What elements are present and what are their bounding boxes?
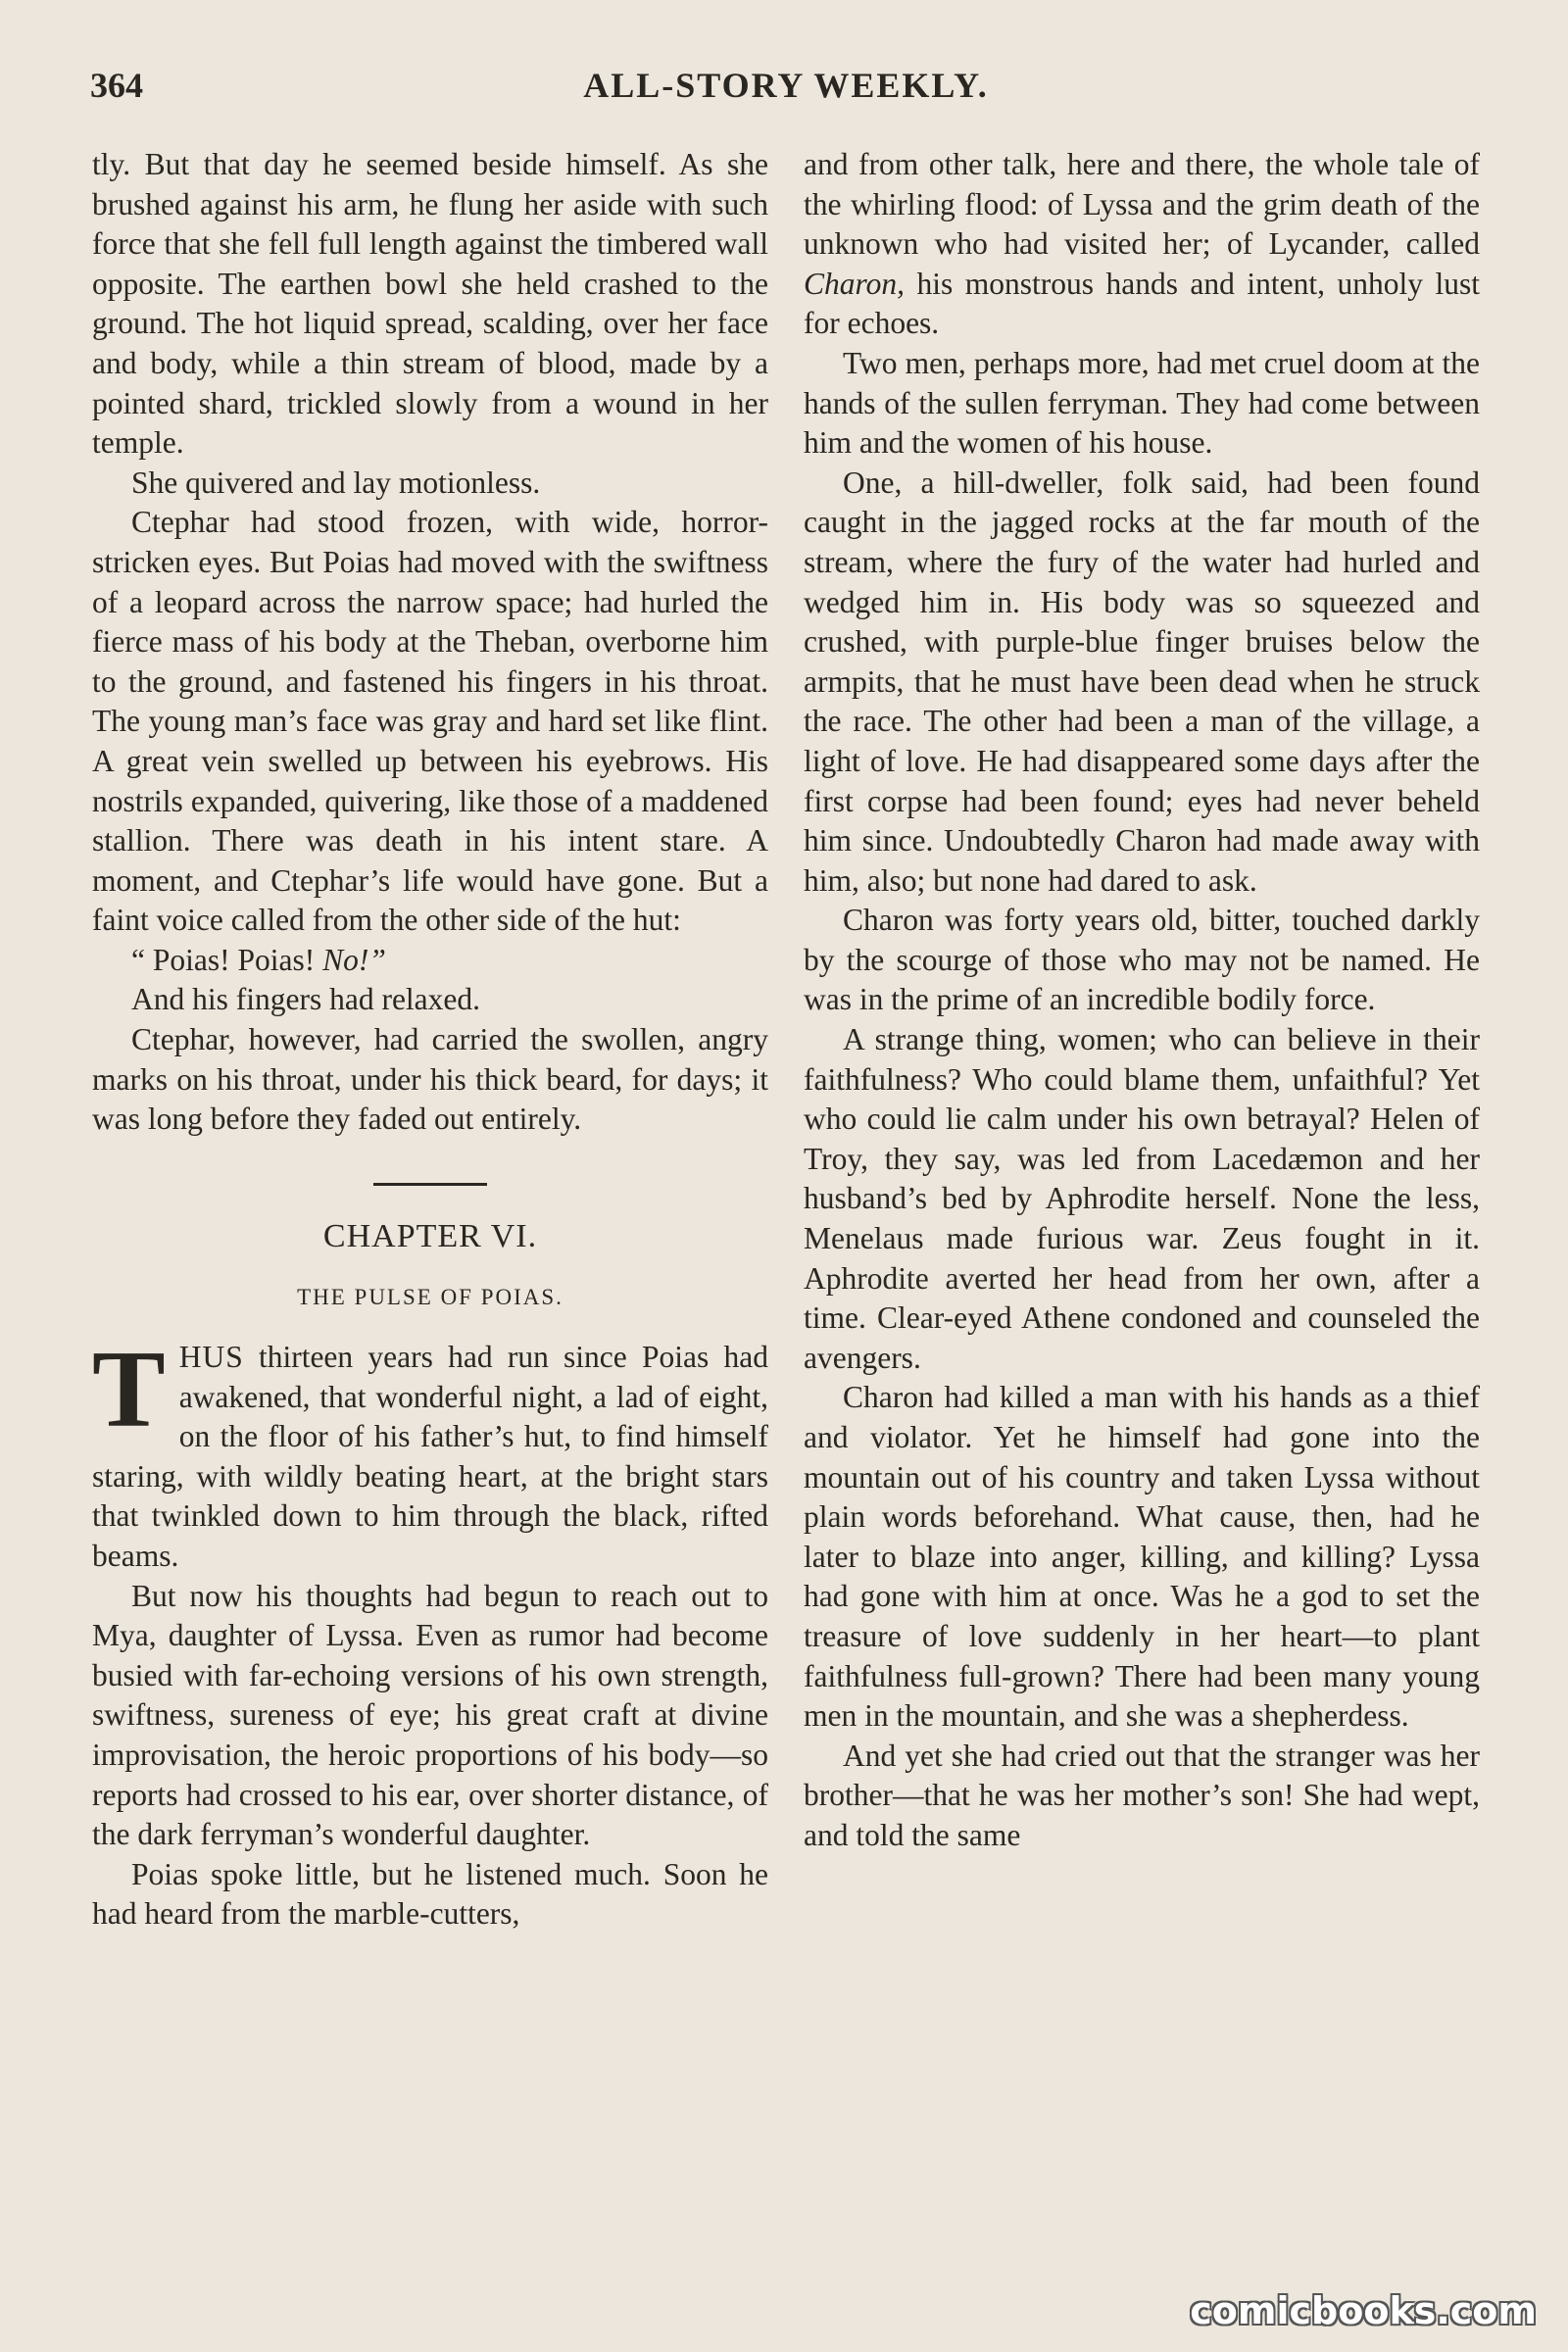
paragraph: And his fingers had relaxed. xyxy=(131,982,481,1017)
paragraph: tly. But that day he seemed beside himself. As she brushed against his arm, he flung her aside with such force that she fell full length against the timbered wall opposite. The earthen bowl she held crashed to the ground. The hot liquid spread, scalding, over her face and body, while a thin stream of blood, made by a pointed shard, trickled slowly from a wound in her temple. xyxy=(92,147,768,461)
section-divider xyxy=(373,1183,487,1186)
paragraph: But now his thoughts had begun to reach out to Mya, daughter of Lyssa. Even as rumor had become busied with far-echoing versions of his own strength, swiftness, sureness of eye; his great craft at divine improvisation, the heroic proportions of his body—so reports had crossed to his ear, over shorter distance, of the dark ferryman’s wonderful daughter. xyxy=(92,1578,768,1852)
right-column xyxy=(804,145,1480,1856)
italic-text: No!” xyxy=(322,942,386,977)
paragraph: Poias spoke little, but he listened much. Soon he had heard from the marble-cutters, xyxy=(92,1856,768,1932)
paragraph-text: and from other talk, here and there, the whole tale of the whirling flood: of Lyssa and the grim death of the unknown who had visited her; of Lycander, called xyxy=(804,147,1480,262)
paragraph: She quivered and lay motionless. xyxy=(131,465,541,500)
paragraph xyxy=(804,145,1480,344)
paragraph: And yet she had cried out that the stranger was her brother—that he was her mother’s son! She had wept, and told the same xyxy=(804,1738,1480,1852)
dialogue-text: “ Poias! Poias! xyxy=(131,942,323,977)
page-header xyxy=(90,65,1482,123)
paragraph: One, a hill-dweller, folk said, had been found caught in the jagged rocks at the far mouth of the stream, where the fury of the water had hurled and wedged him in. His body was so squeezed and crushed, with purple-blue finger bruises below the armpits, that he must have been dead when he struck the race. The other had been a man of the village, a light of love. He had disappeared some days after the first corpse had been found; eyes had never beheld him since. Undoubtedly Charon had made away with him, also; but none had dared to ask. xyxy=(804,465,1480,898)
paragraph: Two men, perhaps more, had met cruel doom at the hands of the sullen ferryman. They had come between him and the women of his house. xyxy=(804,345,1480,461)
italic-text: Charon, xyxy=(804,266,905,301)
chapter-subtitle: THE PULSE OF POIAS. xyxy=(297,1285,564,1310)
paragraph: Ctephar, however, had carried the swollen, angry marks on his throat, under his thick beard, for days; it was long before they faded out entirely. xyxy=(92,1022,768,1137)
paragraph: Charon was forty years old, bitter, touched darkly by the scourge of those who may not be named. He was in the prime of an incredible bodily force. xyxy=(804,903,1480,1017)
paragraph xyxy=(92,941,768,981)
page-number: 364 xyxy=(90,66,143,105)
drop-cap: T xyxy=(92,1329,166,1451)
small-caps-text: HUS xyxy=(178,1340,244,1375)
paragraph: A strange thing, women; who can believe in their faithfulness? Who could blame them, unfaithful? Yet who could lie calm under his own betrayal? Helen of Troy, they say, was led from Lacedæmon and her husband’s bed by Aphrodite herself. None the less, Menelaus made furious war. Zeus fought in it. Aphrodite averted her head from her own, after a time. Clear-eyed Athene condoned and counseled the avengers. xyxy=(804,1022,1480,1375)
left-column xyxy=(92,145,768,1935)
opening-paragraph xyxy=(92,1329,768,1577)
paragraph: Ctephar had stood frozen, with wide, horror-stricken eyes. But Poias had moved with the swiftness of a leopard across the narrow space; had hurled the fierce mass of his body at the Theban, overborne him to the ground, and fastened his fingers in his throat. The young man’s face was gray and hard set like flint. A great vein swelled up between his eyebrows. His nostrils expanded, quivering, like those of a maddened stallion. There was death in his intent stare. A moment, and Ctephar’s life would have gone. But a faint voice called from the other side of the hut: xyxy=(92,505,768,938)
running-title: ALL-STORY WEEKLY. xyxy=(583,66,989,105)
chapter-title: CHAPTER VI. xyxy=(322,1217,538,1254)
paragraph: Charon had killed a man with his hands as a thief and violator. Yet he himself had gone into the mountain out of his country and taken Lyssa without plain words beforehand. What cause, then, had he later to blaze into anger, killing, and killing? Lyssa had gone with him at once. Was he a god to set the treasure of love suddenly in her heart—to plant faithfulness full-grown? There had been many young men in the mountain, and she was a shepherdess. xyxy=(804,1380,1480,1734)
paragraph-text: his monstrous hands and intent, unholy lust for echoes. xyxy=(804,266,1480,341)
paragraph-text: thirteen years had run since Poias had awakened, that wonderful night, a lad of eight, on the floor of his father’s hut, to find himself staring, with wildly beating heart, at the bright stars that twinkled down to him through the black, rifted beams. xyxy=(92,1340,768,1573)
watermark-logo: comicbooks.com xyxy=(1190,2289,1537,2332)
